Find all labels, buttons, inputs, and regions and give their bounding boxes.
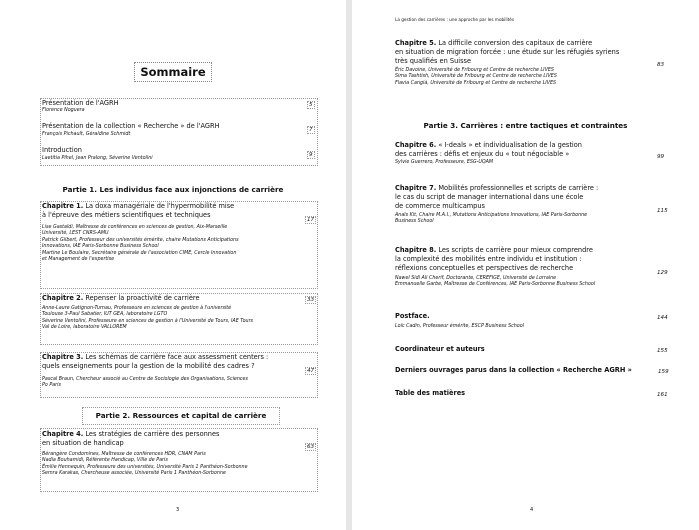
- chapter-5-authors: Éric Davoine, Université de Fribourg et Centre de recherche LIVES Sima Tashtish, Université de Fribourg et Centre de recherche LIVES Flavia Cangià, Université de Fribourg et Centre de recherche LIVES: [395, 68, 557, 86]
- chapter-2-authors: Anne-Laure Gatignon-Turnau, Professeure en sciences de gestion à l'université Toulouse 3-Paul Sabatier, IUT GEA, laboratoire LGTO Séverine Ventolini, Professeure en sciences de gestion à l'Université de Tours, IAE Tours Val de Loire, laboratoire VALLOREM: [42, 306, 254, 331]
- page-ref[interactable]: 159: [658, 369, 669, 375]
- chapter-7-authors: Anaïs Kit, Chaire M.A.I., Mutations Anticipations Innovations, IAE Paris-Sorbonne Business School: [395, 213, 588, 225]
- chapter-8-title-cont2[interactable]: réflexions conceptuelles et perspectives de recherche: [395, 264, 574, 272]
- page-number: 4: [530, 507, 534, 513]
- part-1-heading: Partie 1. Les individus face aux injonctions de carrière: [62, 185, 284, 194]
- chapter-7-title[interactable]: Chapitre 7. Mobilités professionnelles et scripts de carrière :: [395, 184, 599, 192]
- running-head: La gestion des carrières : une approche par les mobilités: [395, 17, 515, 22]
- chapter-8-title-cont[interactable]: la complexité des mobilités entre individu et institution :: [395, 255, 582, 263]
- chapter-5-title-cont2[interactable]: très qualifiés en Suisse: [395, 57, 472, 65]
- page-ref[interactable]: 83: [657, 62, 665, 68]
- chapter-6-title-cont[interactable]: des carrières : défis et enjeux du « tout négociable »: [395, 150, 570, 158]
- chapter-8-title[interactable]: Chapitre 8. Les scripts de carrière pour mieux comprendre: [395, 246, 593, 254]
- page-number: 3: [176, 507, 180, 513]
- chapter-3-title-cont[interactable]: quels enseignements pour la gestion de la mobilité des cadres ?: [42, 362, 255, 370]
- chapter-2-title[interactable]: Chapitre 2. Repenser la proactivité de carrière: [42, 294, 200, 302]
- chapter-6-authors: Sylvie Guerrero, Professeure, ESG-UQAM: [395, 160, 494, 165]
- latest-books-title[interactable]: Derniers ouvrages parus dans la collection « Recherche AGRH »: [395, 366, 632, 374]
- chapter-7-title-cont[interactable]: le cas du script de manager international dans une école: [395, 193, 584, 201]
- chapter-5-title-cont[interactable]: en situation de migration forcée : une étude sur les réfugiés syriens: [395, 48, 620, 56]
- page-ref[interactable]: 63: [307, 444, 315, 450]
- chapter-7-title-cont2[interactable]: de commerce multicampus: [395, 202, 485, 210]
- chapter-4-title-cont[interactable]: en situation de handicap: [42, 439, 124, 447]
- page-ref[interactable]: 115: [657, 208, 668, 214]
- sommaire-title: Sommaire: [0, 61, 346, 82]
- page-ref[interactable]: 129: [657, 270, 668, 276]
- chapter-6-title[interactable]: Chapitre 6. « I-deals » et individualisation de la gestion: [395, 141, 582, 149]
- postface-authors: Loïc Cadin, Professeur émérite, ESCP Business School: [395, 324, 524, 329]
- toc-entry-agrh[interactable]: Présentation de l'AGRH: [42, 99, 119, 107]
- postface-title[interactable]: Postface.: [395, 312, 430, 320]
- page-ref[interactable]: 33: [307, 297, 315, 303]
- chapter-3-title[interactable]: Chapitre 3. Les schémas de carrière face aux assessment centers :: [42, 353, 269, 361]
- page-ref[interactable]: 47: [307, 368, 315, 374]
- chapter-4-authors: Bérangère Condomines, Maîtresse de conférences HDR, CNAM Paris Nadia Bouhamidi, Référente Handicap, Ville de Paris Émilie Hennequin, Professeure des universités, Université Paris 1 Panthéon-Sorbonne Semra Karakas, Chercheuse associée, Université Paris 1 Panthéon-Sorbonne: [42, 452, 248, 477]
- left-page: [0, 0, 346, 530]
- part-3-heading: Partie 3. Carrières : entre tactiques et contraintes: [423, 121, 628, 130]
- page-ref[interactable]: 144: [657, 315, 668, 321]
- chapter-1-title[interactable]: Chapitre 1. La doxa managériale de l'hypermobilité mise: [42, 202, 235, 210]
- toc-entry-collection[interactable]: Présentation de la collection « Recherche » de l'AGRH: [42, 122, 220, 130]
- coordinators-title[interactable]: Coordinateur et auteurs: [395, 345, 485, 353]
- page-ref[interactable]: 155: [657, 348, 668, 354]
- chapter-4-title[interactable]: Chapitre 4. Les stratégies de carrière des personnes: [42, 430, 220, 438]
- page-ref[interactable]: 9: [309, 152, 313, 158]
- chapter-5-title[interactable]: Chapitre 5. La difficile conversion des capitaux de carrière: [395, 39, 593, 47]
- page-ref[interactable]: 7: [309, 127, 313, 133]
- toc-entry-introduction[interactable]: Introduction: [42, 146, 82, 154]
- page-ref[interactable]: 5: [309, 102, 313, 108]
- authors: Florence Noguera: [42, 108, 85, 113]
- authors: Laetitia Pihel, Jean Pralong, Séverine Ventolini: [42, 156, 153, 161]
- chapter-3-authors: Pascal Braun, Chercheur associé au Centre de Sociologie des Organisations, Sciences Po Paris: [42, 377, 248, 389]
- page-ref[interactable]: 17: [307, 217, 315, 223]
- chapter-1-authors: Lise Gastaldi, Maîtresse de conférences en sciences de gestion, Aix-Marseille Université, LEST CNRS-AMU Patrick Gilbert, Professeur des universités émérite, chaire Mutations Anticipations Innovations, IAE Paris-Sorbonne Business School Martine Le Boulaire, Secrétaire générale de l'association CIME, Cercle Innovation et Management de l'expertise: [42, 225, 239, 263]
- authors: François Pichault, Géraldine Schmidt: [42, 132, 131, 137]
- chapter-8-authors: Nawel Sidi Ali Cherif, Doctorante, CEREFIGE, Université de Lorraine Emmanuelle Garbe, Maîtresse de Conférences, IAE Paris-Sorbonne Business School: [395, 276, 596, 288]
- part-2-heading: Partie 2. Ressources et capital de carrière: [95, 411, 267, 420]
- page-ref[interactable]: 161: [657, 392, 668, 398]
- page-ref[interactable]: 99: [657, 154, 665, 160]
- chapter-1-title-cont[interactable]: à l'épreuve des métiers scientifiques et techniques: [42, 211, 211, 219]
- right-page: [352, 0, 699, 530]
- table-of-contents-title[interactable]: Table des matières: [395, 389, 466, 397]
